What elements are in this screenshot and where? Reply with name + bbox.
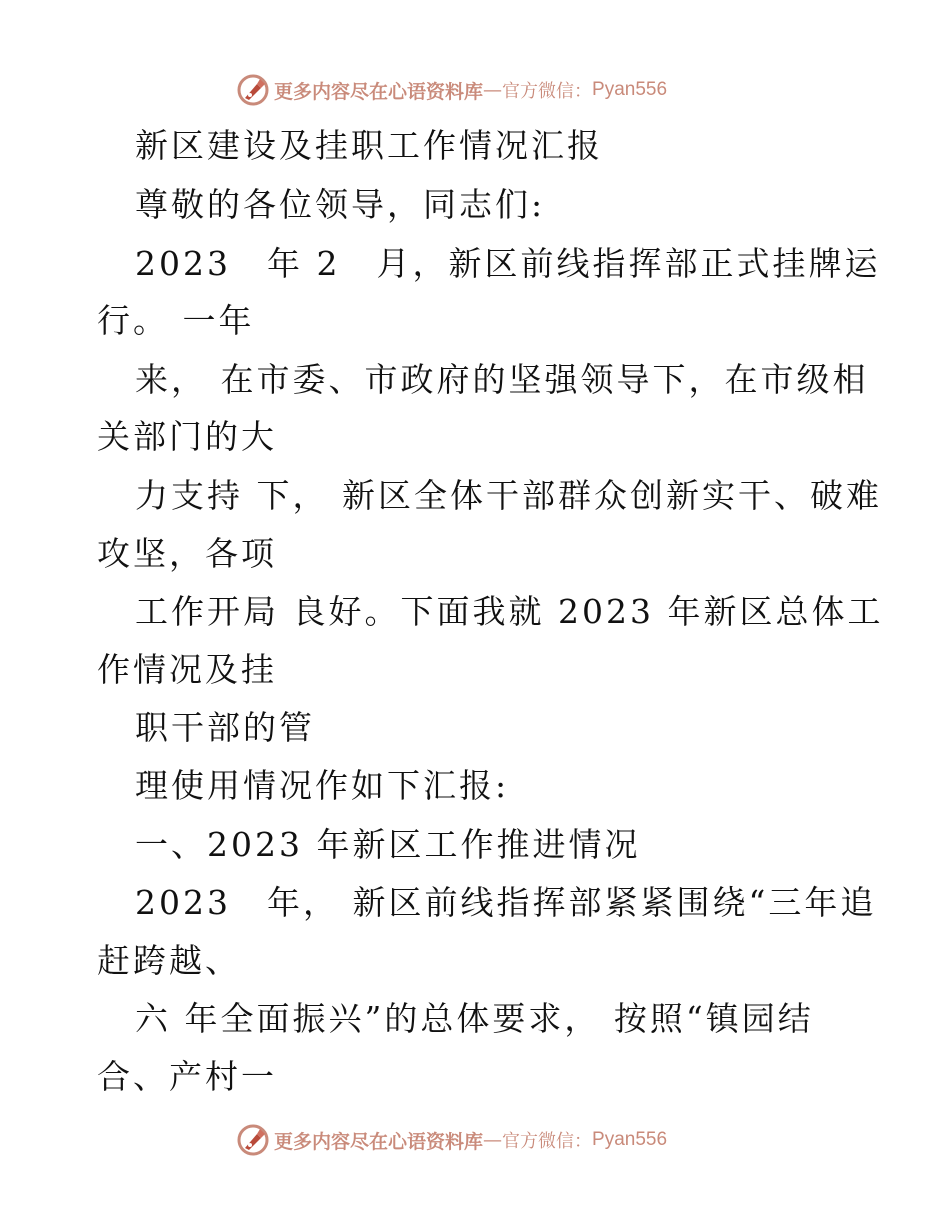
- watermark-account: Pyan556: [592, 79, 668, 100]
- pen-nib-circle-logo-icon: [236, 1123, 270, 1157]
- document-line: 力支持 下， 新区全体干部群众创新实干、破难: [135, 476, 882, 515]
- document-line: 赶跨越、: [97, 941, 241, 980]
- watermark-footer: [236, 1123, 667, 1157]
- watermark-brand-text: 更多内容尽在心语资料库: [274, 1130, 484, 1153]
- watermark-wechat-label: 官方微信：: [502, 1131, 593, 1152]
- document-line: 2023 年 2 月，新区前线指挥部正式挂牌运: [135, 244, 881, 283]
- document-line: 合、产村一: [97, 1057, 277, 1096]
- section-heading: 一、2023 年新区工作推进情况: [135, 825, 641, 864]
- document-line: 来， 在市委、市政府的坚强领导下，在市级相: [135, 360, 869, 399]
- document-line: 工作开局 良好。下面我就 2023 年新区总体工: [135, 592, 884, 631]
- document-line: 理使用情况作如下汇报:: [135, 766, 510, 805]
- document-line: 行。 一年: [97, 301, 255, 340]
- document-line: 作情况及挂: [97, 650, 277, 689]
- document-line: 关部门的大: [97, 417, 277, 456]
- document-line: 六 年全面振兴”的总体要求， 按照“镇园结: [135, 999, 814, 1038]
- document-title: 新区建设及挂职工作情况汇报: [135, 126, 603, 165]
- document-line: 攻坚，各项: [97, 534, 277, 573]
- watermark-brand-text: 更多内容尽在心语资料库: [274, 80, 484, 103]
- watermark-separator: —: [483, 1129, 503, 1151]
- document-line: 2023 年， 新区前线指挥部紧紧围绕“三年追: [135, 883, 877, 922]
- watermark-wechat-label: 官方微信：: [502, 81, 593, 102]
- watermark-account: Pyan556: [592, 1129, 668, 1150]
- document-salutation: 尊敬的各位领导，同志们:: [135, 185, 546, 224]
- document-line: 职干部的管: [135, 708, 315, 747]
- watermark-separator: —: [483, 79, 503, 101]
